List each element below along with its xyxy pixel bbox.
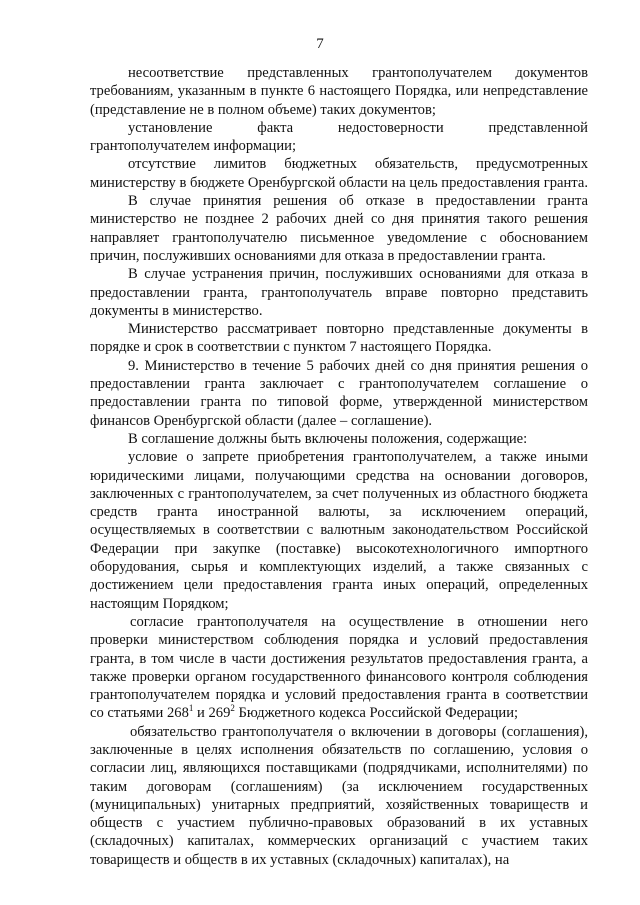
superscript: 1 [188,702,194,713]
paragraph: обязательство грантополучателя о включении в договоры (соглашения), заключенные в целях исполнения обязательств по соглашению, условия о согласии лиц, являющихся поставщиками (подрядчиками, исполнителями) по таким договорам (соглашениям) (за исключением государственных (муниципальных) унитарных предприятий, хозяйственных товариществ и обществ с участием публично-правовых образований в их уставных (складочных) капиталах, коммерческих организаций с участием таких товариществ и обществ в их уставных (складочных) капиталах), на [90,723,588,868]
paragraph: В случае устранения причин, послуживших основаниями для отказа в предоставлении гранта, грантополучатель вправе повторно представить документы в министерство. [90,266,588,319]
document-body [90,64,588,869]
paragraph: В соглашение должны быть включены положения, содержащие: [128,430,528,447]
superscript: 2 [230,702,235,713]
paragraph: отсутствие лимитов бюджетных обязательств, предусмотренных министерству в бюджете Оренбургской области на цель предоставления гранта. [90,156,588,191]
paragraph: несоответствие представленных грантополучателем документов требованиям, указанным в пункте 6 настоящего Порядка, или непредставление (представление не в полном объеме) таких документов; [90,65,588,118]
text-run: и 269 [193,705,231,722]
paragraph: Министерство рассматривает повторно представленные документы в порядке и срок в соответствии с пунктом 7 настоящего Порядка. [90,321,588,356]
text-run: согласие грантополучателя на осуществление в отношении него проверки министерством соблюдения порядка и условий предоставления гранта, в том числе в части достижения результатов предоставления гранта, а также проверки органом государственного финансового контроля соблюдения грантополучателем порядка и условий предоставления гранта в соответствии со статьями 268 [90,613,588,722]
paragraph: установление факта недостоверности представленной грантополучателем информации; [90,119,588,155]
paragraph-audit-consent [90,613,588,723]
text-run: Бюджетного кодекса Российской Федерации; [234,705,519,722]
paragraph: условие о запрете приобретения грантополучателем, а также иными юридическими лицами, получающими средства на основании договоров, заключенных с грантополучателем, за счет полученных из областного бюджета средств гранта иностранной валюты, за исключением операций, осуществляемых в соответствии с валютным законодательством Российской Федерации при закупке (поставке) высокотехнологичного импортного оборудования, сырья и комплектующих изделий, а также связанных с достижением цели предоставления гранта иных операций, определенных настоящим Порядком; [90,449,588,612]
paragraph: В случае принятия решения об отказе в предоставлении гранта министерство не позднее 2 рабочих дней со дня принятия такого решения направляет грантополучателю письменное уведомление с обоснованием причин, послуживших основаниями для отказа в предоставлении гранта. [90,193,588,264]
paragraph: 9. Министерство в течение 5 рабочих дней со дня принятия решения о предоставлении гранта заключает с грантополучателем соглашение о предоставлении гранта по типовой форме, утвержденной министерством финансов Оренбургской области (далее – соглашение). [90,357,588,429]
page-number: 7 [316,36,324,52]
